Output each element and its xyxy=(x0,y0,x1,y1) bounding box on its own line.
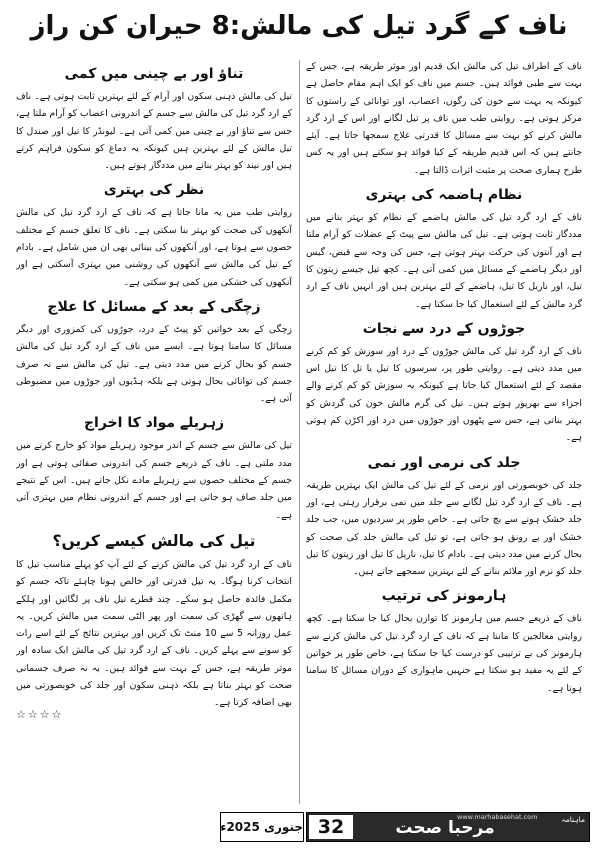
section-body-hormones: ناف کے ذریعے جسم میں ہارمونز کا توازن بحال کیا جا سکتا ہے۔ کچھ روایتی معالجین کا ماننا ہے کہ ناف کے ارد گرد تیل کی مالش کرنے سے ہارمونز کی بے ترتیبی کو درست کیا جا سکتا ہے، خاص طور پر خواتین کے لئے یہ مفید ہو سکتا ہے جنہیں ماہواری کے دوران مسائل کا سامنا ہوتا ہے۔ xyxy=(306,613,582,694)
section-body-eyesight: روایتی طب میں یہ مانا جاتا ہے کہ ناف کے ارد گرد تیل کی مالش آنکھوں کی صحت کو بہتر بنا سکتی ہے۔ ناف کا تعلق جسم کے مختلف حصوں سے ہوتا ہے، اور آنکھوں کی بینائی بھی ان میں شامل ہے۔ بادام کے تیل کی مالش سے آنکھوں کی روشنی میں بہتری آسکتی ہے اور آنکھوں کی خشکی میں کمی ہو سکتی ہے۔ xyxy=(16,207,292,288)
magazine-logo: مرحبا صحت xyxy=(395,818,495,838)
section-body-how-to: ناف کے ارد گرد تیل کی مالش کرنے کے لئے آپ کو پہلے مناسب تیل کا انتخاب کرنا ہوگا۔ یہ تیل قدرتی اور خالص ہونا چاہئے تاکہ جسم کو مکمل فائدہ حاصل ہو سکے۔ چند قطرے تیل ناف پر لگائیں اور ہلکے ہاتھوں سے گھڑی کی سمت اور پھر الٹی سمت میں مالش کریں۔ یہ عمل روزانہ 5 سے 10 منٹ تک کریں اور بہترین نتائج کے لئے اسے رات کو سونے سے پہلے کریں۔ ناف کے ارد گرد تیل کی مالش ایک سادہ اور موثر طریقہ ہے، جس کے بہت سے فوائد ہیں۔ یہ نہ صرف جسمانی صحت کو بہتر بناتا ہے بلکہ ذہنی سکون اور جلد کی خوبصورتی میں بھی اضافہ کرتا ہے۔ xyxy=(16,558,292,709)
section-heading-joint-pain: جوڑوں کے درد سے نجات xyxy=(362,320,526,337)
section-body-detox: تیل کی مالش سے جسم کے اندر موجود زہریلے مواد کو خارج کرنے میں مدد ملتی ہے۔ ناف کے ذریعے جسم کی اندرونی صفائی ہوتی ہے اور جسم کے مختلف حصوں سے زہریلے مادے نکل جاتے ہیں۔ اس کے نتیجے میں جلد صاف ہو جاتی ہے اور جسم کے اندرونی نظام میں بہتری آتی ہے۔ xyxy=(16,440,292,521)
right-column xyxy=(306,58,582,806)
section-heading-how-to: تیل کی مالش کیسے کریں؟ xyxy=(52,531,256,550)
page-title: ناف کے گرد تیل کی مالش:8 حیران کن راز xyxy=(30,11,568,41)
intro-paragraph: ناف کے اطراف تیل کی مالش ایک قدیم اور موثر طریقہ ہے، جس کے بہت سے طبی فوائد ہیں۔ جسم میں ناف کو ایک اہم مقام حاصل ہے کیونکہ یہ بہت سے خون کی رگوں، اعصاب، اور توانائی کے راستوں کا مرکز ہوتی ہے۔ روایتی طب میں ناف پر تیل لگانے اور اس کے ارد گرد مالش کرنے کو بہت سے مسائل کا قدرتی علاج سمجھا جاتا ہے۔ آیئے جانتے ہیں کہ اس قدیم طریقہ کے کیا فوائد ہو سکتے ہیں اور یہ کس طرح ہماری صحت پر مثبت اثرات ڈالتا ہے۔ xyxy=(306,61,582,176)
left-column xyxy=(16,58,292,806)
section-body-joint-pain: ناف کے ارد گرد تیل کی مالش جوڑوں کے درد اور سوزش کو کم کرنے میں مدد دیتی ہے۔ روایتی طور پر، سرسوں کا تیل یا تل کا تیل اس مقصد کے لئے استعمال کیا جاتا ہے کیونکہ یہ سوزش کو کم کرنے والے اجزاء سے بھرپور ہوتے ہیں۔ تیل کی گرم مالش خون کی گردش کو بہتر بناتی ہے، جس سے پٹھوں اور جوڑوں میں درد اور اکڑن کم ہوتی ہے۔ xyxy=(306,345,582,444)
section-heading-postpartum: زچگی کے بعد کے مسائل کا علاج xyxy=(47,298,261,315)
section-heading-hormones: ہارمونز کی ترتیب xyxy=(381,588,507,605)
website-url: www.marhabasehat.com xyxy=(457,813,538,821)
issue-date: جنوری 2025ء xyxy=(220,812,304,842)
page-number: 32 xyxy=(309,815,353,839)
section-heading-eyesight: نظر کی بہتری xyxy=(103,182,205,199)
section-body-skin: جلد کی خوبصورتی اور نرمی کے لئے تیل کی مالش ایک بہترین طریقہ ہے۔ ناف کے ارد گرد تیل لگانے سے جلد میں نمی برقرار رہتی ہے، اور جلد خشک ہونے سے بچ جاتی ہے۔ خاص طور پر سردیوں میں، جب جلد خشک اور بے رونق ہو جاتی ہے، تو تیل کی مالش جلد کی صحت کو بحال کرنے میں مدد دیتی ہے۔ بادام کا تیل، ناریل کا تیل اور زیتون کا تیل جلد کو نرم اور ملائم بنانے کے لئے بہترین سمجھے جاتے ہیں۔ xyxy=(306,479,582,578)
section-heading-detox: زہریلے مواد کا اخراج xyxy=(83,415,225,432)
section-heading-skin: جلد کی نرمی اور نمی xyxy=(367,454,521,471)
section-body-digestion: ناف کے ارد گرد تیل کی مالش ہاضمے کے نظام کو بہتر بنانے میں مددگار ثابت ہوتی ہے۔ تیل کی مالش سے پیٹ کے عضلات کو آرام ملتا ہے اور آنتوں کی حرکت بہتر ہوتی ہے، جس کی وجہ سے قبض، گیس اور دیگر ہاضمے کے مسائل میں کمی آتی ہے۔ کچھ تیل جیسے زیتون کا تیل، اور ناریل کا تیل، ہاضمے کے لئے بہترین ہیں اور انہیں ناف کے ارد گرد مالش کے لئے استعمال کیا جا سکتا ہے۔ xyxy=(306,212,582,310)
section-body-postpartum: زچگی کے بعد خواتین کو پیٹ کے درد، جوڑوں کی کمزوری اور دیگر مسائل کا سامنا ہوتا ہے۔ ایسے میں ناف کے ارد گرد تیل کی مالش جسم کو بحال کرنے میں مدد دیتی ہے۔ تیل کی مالش سے نہ صرف جسم کی توانائی بحال ہوتی ہے بلکہ ہڈیوں اور جوڑوں میں مضبوطی آتی ہے۔ xyxy=(16,323,292,405)
end-stars: ☆☆☆☆ xyxy=(16,707,64,721)
section-heading-digestion: نظام ہاضمہ کی بہتری xyxy=(365,187,523,204)
section-heading-stress: تناؤ اور بے چینی میں کمی xyxy=(64,66,244,82)
monthly-label: ماہنامہ xyxy=(561,815,585,824)
section-body-stress: تیل کی مالش ذہنی سکون اور آرام کے لئے بہترین ثابت ہوتی ہے۔ ناف کے ارد گرد تیل کی مالش سے جسم کے اندرونی اعصاب کو آرام ملتا ہے، جس سے تناؤ اور بے چینی میں کمی آتی ہے۔ لیونڈر کا تیل اور صندل کا تیل مالش کے لئے بہترین ہیں کیونکہ یہ دماغ کو سکون فراہم کرتے ہیں اور نیند کو بہتر بنانے میں مددگار ہوتے ہیں۔ xyxy=(16,91,292,172)
column-divider xyxy=(299,60,300,804)
footer-masthead xyxy=(306,812,590,842)
